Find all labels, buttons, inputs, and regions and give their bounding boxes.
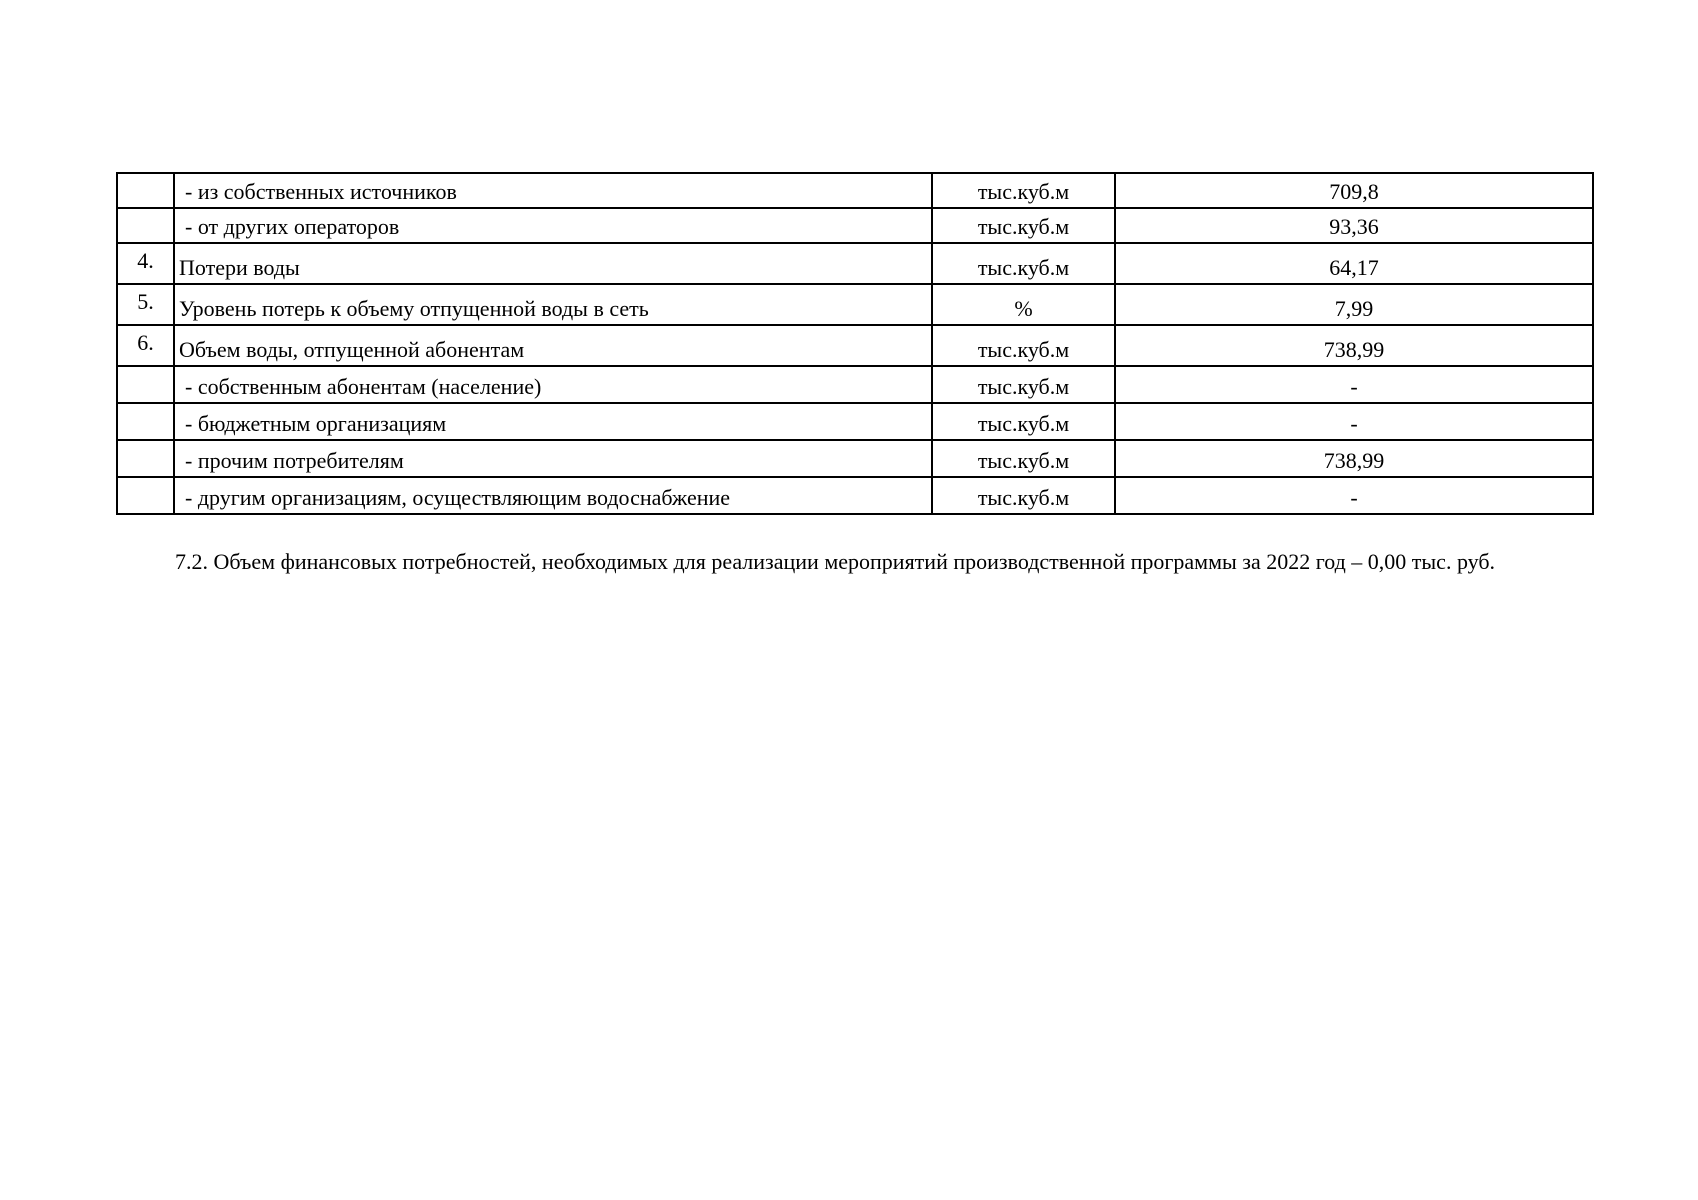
row-name: - собственным абонентам (население) (174, 366, 932, 403)
row-name: Объем воды, отпущенной абонентам (174, 325, 932, 366)
row-value: 93,36 (1115, 208, 1593, 243)
table-row (117, 173, 1593, 208)
row-number (117, 440, 174, 477)
table-row (117, 440, 1593, 477)
row-value: 738,99 (1115, 325, 1593, 366)
row-number (117, 173, 174, 208)
table-row (117, 243, 1593, 284)
row-unit: % (932, 284, 1115, 325)
row-unit: тыс.куб.м (932, 243, 1115, 284)
table-row (117, 284, 1593, 325)
row-number: 6. (117, 325, 174, 366)
row-number: 5. (117, 284, 174, 325)
row-name: - бюджетным организациям (174, 403, 932, 440)
row-number (117, 403, 174, 440)
row-value: 709,8 (1115, 173, 1593, 208)
row-value: 64,17 (1115, 243, 1593, 284)
table-row (117, 208, 1593, 243)
row-name: - из собственных источников (174, 173, 932, 208)
row-value: 738,99 (1115, 440, 1593, 477)
row-unit: тыс.куб.м (932, 173, 1115, 208)
table-row (117, 366, 1593, 403)
table-row (117, 325, 1593, 366)
row-value: 7,99 (1115, 284, 1593, 325)
row-unit: тыс.куб.м (932, 325, 1115, 366)
row-unit: тыс.куб.м (932, 477, 1115, 514)
row-name: Потери воды (174, 243, 932, 284)
financial-needs-paragraph: 7.2. Объем финансовых потребностей, необходимых для реализации мероприятий производственной программы за 2022 год – 0,00 тыс. руб. (175, 549, 1496, 574)
row-number (117, 208, 174, 243)
row-name: - прочим потребителям (174, 440, 932, 477)
row-value: - (1115, 477, 1593, 514)
table-row (117, 403, 1593, 440)
row-name: Уровень потерь к объему отпущенной воды в сеть (174, 284, 932, 325)
row-value: - (1115, 366, 1593, 403)
row-unit: тыс.куб.м (932, 440, 1115, 477)
row-unit: тыс.куб.м (932, 366, 1115, 403)
row-name: - от других операторов (174, 208, 932, 243)
production-program-table (116, 172, 1594, 515)
row-value: - (1115, 403, 1593, 440)
table-row (117, 477, 1593, 514)
row-unit: тыс.куб.м (932, 403, 1115, 440)
row-number (117, 366, 174, 403)
row-number (117, 477, 174, 514)
row-name: - другим организациям, осуществляющим водоснабжение (174, 477, 932, 514)
row-number: 4. (117, 243, 174, 284)
row-unit: тыс.куб.м (932, 208, 1115, 243)
